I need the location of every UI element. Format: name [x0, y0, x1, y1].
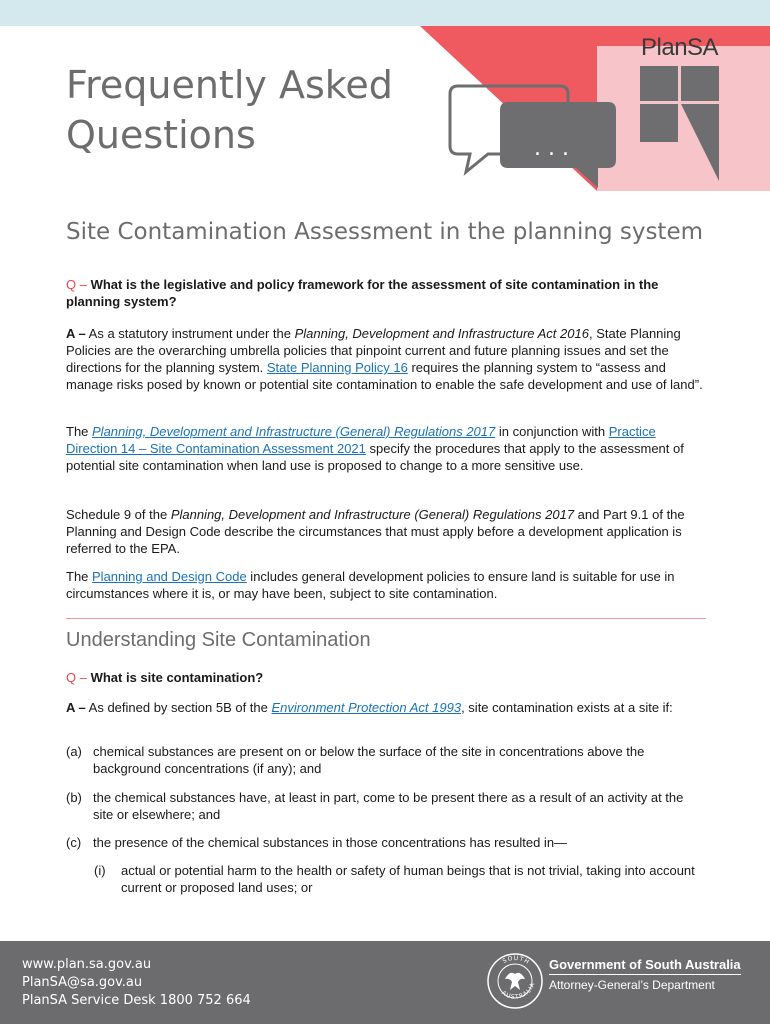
- answer-text: requires the planning system to “assess and manage risks posed by known or potential site contamination to enable the safe development and use of land”.: [66, 360, 703, 392]
- planning-design-code-link[interactable]: Planning and Design Code: [92, 569, 247, 584]
- page-title: [66, 60, 393, 160]
- answer-text: The: [66, 424, 93, 439]
- practice-direction-14-link[interactable]: Practice Direction 14 – Site Contamination Assessment 2021: [66, 424, 656, 456]
- footer-contact: [22, 956, 251, 1010]
- website-link[interactable]: www.plan.sa.gov.au: [22, 957, 152, 972]
- government-name: Government of South Australia: [549, 957, 741, 972]
- state-planning-policy-16-link[interactable]: State Planning Policy 16: [266, 360, 408, 375]
- q-label: Q –: [66, 277, 87, 292]
- a-label: A –: [66, 700, 86, 715]
- plansa-brand: PlanSA: [641, 34, 719, 61]
- footer: [0, 941, 770, 1024]
- answer-text: in conjunction with: [495, 424, 609, 439]
- question-text: What is the legislative and policy framework for the assessment of site contamination in the planning system?: [66, 277, 659, 309]
- regulations-name: Planning, Development and Infrastructure (General) Regulations 2017: [170, 507, 575, 522]
- answer-text: The: [66, 569, 93, 584]
- question-what-is-site-contamination: [66, 669, 706, 686]
- q-label: Q –: [66, 670, 87, 685]
- seal-text-top: SOUTH: [501, 954, 532, 967]
- section-title-understanding: Understanding Site Contamination: [66, 629, 371, 651]
- answer-paragraph-3: [66, 506, 706, 557]
- answer-text: , State Planning Policies are the overarching umbrella policies that pinpoint current and future planning issues and set the directions for the planning system.: [66, 326, 681, 375]
- environment-protection-act-link[interactable]: Environment Protection Act 1993: [271, 700, 462, 715]
- answer-text: includes general development policies to ensure land is suitable for use in circumstances where it is, or may have been, subject to site contamination.: [66, 569, 675, 601]
- list-text: the chemical substances have, at least in part, come to be present there as a result of an activity at the site or elsewhere; and: [93, 790, 684, 822]
- answer-text: As a statutory instrument under the: [88, 326, 295, 341]
- chat-bubbles-icon: [448, 80, 620, 192]
- list-item: [66, 789, 706, 823]
- title-line-1: Frequently Asked: [66, 63, 393, 107]
- list-label: (c): [66, 835, 82, 850]
- service-desk: PlanSA Service Desk 1800 752 664: [22, 993, 251, 1008]
- answer-paragraph-4: [66, 568, 706, 602]
- section-title-site-contamination: Site Contamination Assessment in the planning system: [66, 219, 704, 245]
- section-divider: [66, 618, 706, 619]
- top-band: [0, 0, 770, 26]
- list-text: the presence of the chemical substances in those concentrations has resulted in—: [93, 835, 568, 850]
- answer-paragraph-2: [66, 423, 706, 474]
- list-label: (b): [66, 790, 82, 805]
- answer-text: As defined by section 5B of the: [88, 700, 272, 715]
- south-australia-seal-icon: [486, 952, 544, 1010]
- sub-list-text: actual or potential harm to the health or safety of human beings that is not trivial, taking into account current or proposed land uses; or: [121, 863, 695, 895]
- list-item: [66, 743, 706, 777]
- list-item: [66, 834, 706, 851]
- sub-list-label: (i): [94, 863, 106, 878]
- regulations-2017-link[interactable]: Planning, Development and Infrastructure (General) Regulations 2017: [92, 424, 496, 439]
- sub-list-item: [94, 862, 704, 896]
- act-name: Planning, Development and Infrastructure Act 2016: [294, 326, 589, 341]
- plansa-logo-icon: [640, 66, 720, 181]
- answer-text: Schedule 9 of the: [66, 507, 171, 522]
- government-divider: [549, 974, 741, 975]
- email-link[interactable]: PlanSA@sa.gov.au: [22, 975, 143, 990]
- question-framework: [66, 276, 706, 310]
- answer-text: and Part 9.1 of the Planning and Design Code describe the circumstances that must apply before a development application is referred to the EPA.: [66, 507, 685, 556]
- title-line-2: Questions: [66, 113, 256, 157]
- seal-text-bottom: AUSTRALIA: [500, 981, 537, 1001]
- list-label: (a): [66, 744, 82, 759]
- question-text: What is site contamination?: [90, 670, 264, 685]
- answer-text: , site contamination exists at a site if:: [461, 700, 673, 715]
- bubble-dots: . . .: [534, 136, 569, 161]
- answer-text: specify the procedures that apply to the assessment of potential site contamination when land use is proposed to change to a more sensitive use.: [66, 441, 684, 473]
- department-name: Attorney-General’s Department: [549, 978, 715, 992]
- list-text: chemical substances are present on or below the surface of the site in concentrations above the background concentrations (if any); and: [93, 744, 645, 776]
- answer-definition: [66, 699, 706, 716]
- answer-paragraph-1: [66, 325, 706, 393]
- a-label: A –: [66, 326, 86, 341]
